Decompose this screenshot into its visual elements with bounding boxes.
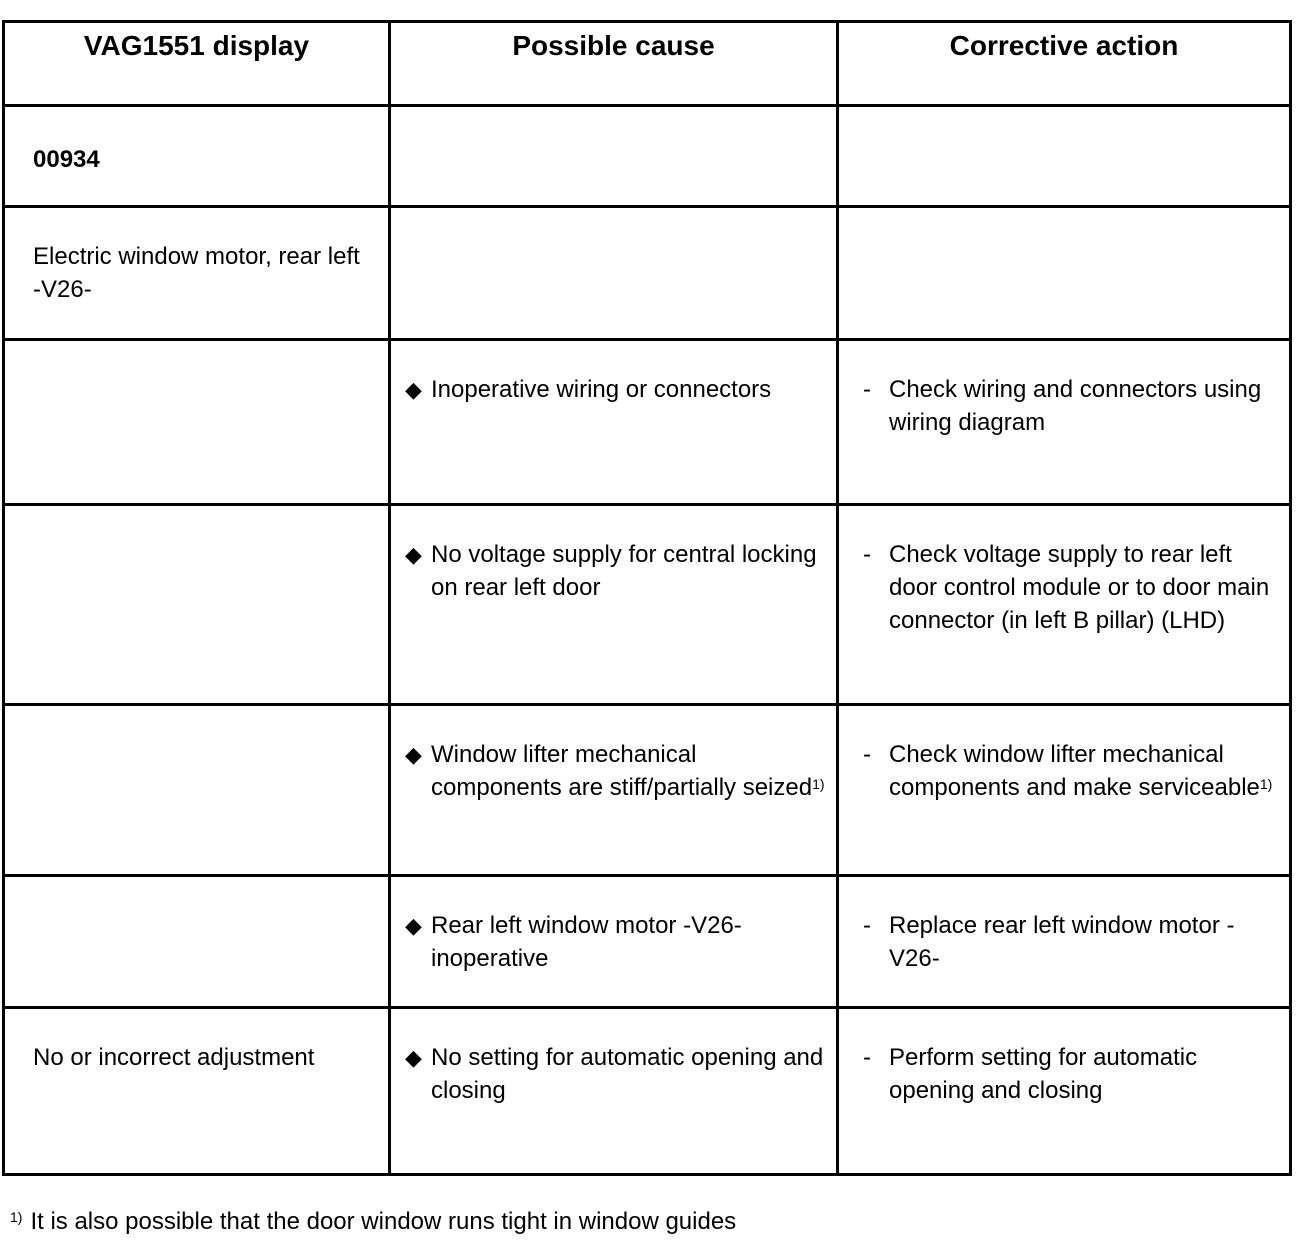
dash-bullet: - bbox=[863, 741, 871, 768]
header-row bbox=[4, 22, 1291, 106]
cause-text: Inoperative wiring or connectors bbox=[431, 376, 772, 403]
action-text: Replace rear left window motor -V26- bbox=[889, 912, 1235, 972]
component-row bbox=[4, 207, 1291, 340]
diamond-bullet-icon: ◆ bbox=[405, 377, 422, 402]
header-action: Corrective action bbox=[838, 22, 1291, 106]
table-row bbox=[4, 505, 1291, 705]
diamond-bullet-icon: ◆ bbox=[405, 913, 422, 938]
diamond-bullet-icon: ◆ bbox=[405, 742, 422, 767]
cause-cell bbox=[390, 876, 838, 1008]
action-text: Check wiring and connectors using wiring diagram bbox=[889, 376, 1262, 436]
footnote bbox=[10, 1208, 736, 1236]
table-row bbox=[4, 340, 1291, 505]
action-cell bbox=[838, 340, 1291, 505]
header-cause: Possible cause bbox=[390, 22, 838, 106]
footnote-text: It is also possible that the door window runs tight in window guides bbox=[30, 1208, 737, 1235]
header-display: VAG1551 display bbox=[4, 22, 390, 106]
table-row bbox=[4, 705, 1291, 876]
display-cell bbox=[4, 705, 390, 876]
footnote-ref: 1) bbox=[812, 776, 825, 792]
dash-bullet: - bbox=[863, 1044, 871, 1071]
dash-bullet: - bbox=[863, 541, 871, 568]
cause-cell bbox=[390, 705, 838, 876]
cause-cell bbox=[390, 1008, 838, 1175]
cause-text: Window lifter mechanical components are stiff/partially seized bbox=[431, 741, 813, 801]
dash-bullet: - bbox=[863, 376, 871, 403]
display-cell bbox=[4, 340, 390, 505]
cause-cell bbox=[390, 340, 838, 505]
component-name: Electric window motor, rear left -V26- bbox=[4, 207, 390, 340]
action-text: Check voltage supply to rear left door control module or to door main connector (in left B pillar) (LHD) bbox=[889, 541, 1270, 634]
cause-text: No setting for automatic opening and closing bbox=[431, 1044, 824, 1104]
diamond-bullet-icon: ◆ bbox=[405, 1045, 422, 1070]
cause-text: Rear left window motor -V26- inoperative bbox=[431, 912, 742, 972]
action-cell bbox=[838, 505, 1291, 705]
display-cell bbox=[4, 505, 390, 705]
cause-cell bbox=[390, 505, 838, 705]
action-cell bbox=[838, 705, 1291, 876]
fault-table bbox=[2, 20, 1292, 1176]
action-cell bbox=[838, 876, 1291, 1008]
code-row bbox=[4, 106, 1291, 207]
footnote-ref: 1) bbox=[1259, 776, 1273, 792]
table-row bbox=[4, 876, 1291, 1008]
footnote-mark: 1) bbox=[10, 1209, 23, 1225]
action-text: Perform setting for automatic opening and closing bbox=[889, 1044, 1198, 1104]
display-cell: No or incorrect adjustment bbox=[4, 1008, 390, 1175]
dash-bullet: - bbox=[863, 912, 871, 939]
diamond-bullet-icon: ◆ bbox=[405, 542, 422, 567]
display-cell bbox=[4, 876, 390, 1008]
fault-code: 00934 bbox=[4, 106, 390, 207]
table-row bbox=[4, 1008, 1291, 1175]
action-cell bbox=[838, 1008, 1291, 1175]
cause-text: No voltage supply for central locking on rear left door bbox=[431, 541, 817, 601]
action-text: Check window lifter mechanical components and make serviceable bbox=[889, 741, 1260, 801]
